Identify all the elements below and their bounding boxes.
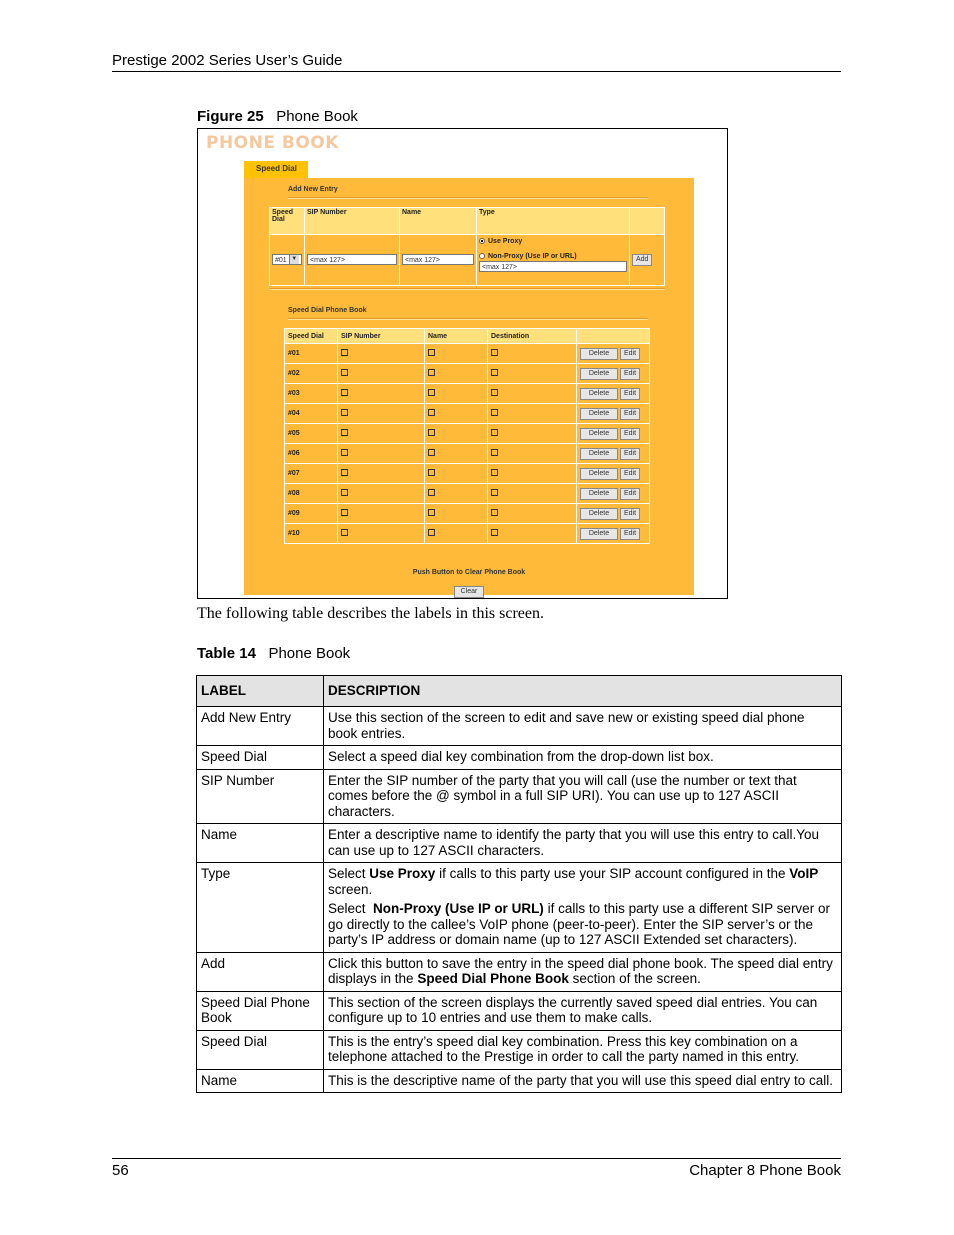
empty-box-icon <box>491 429 498 436</box>
edit-button[interactable]: Edit <box>620 428 640 440</box>
empty-box-icon <box>428 469 435 476</box>
delete-button[interactable]: Delete <box>580 528 618 540</box>
add-header-blank <box>630 208 665 235</box>
table-caption-text: Phone Book <box>268 645 351 662</box>
delete-button[interactable]: Delete <box>580 468 618 480</box>
row-label: Name <box>197 824 324 863</box>
delete-button[interactable]: Delete <box>580 348 618 360</box>
speed-dial-panel <box>244 178 694 595</box>
clear-instruction: Push Button to Clear Phone Book <box>412 569 526 576</box>
clear-button[interactable]: Clear <box>454 586 484 598</box>
row-label: Type <box>197 863 324 953</box>
row-description: Use this section of the screen to edit and save new or existing speed dial phone book entries. <box>324 707 842 746</box>
empty-box-icon <box>341 409 348 416</box>
list-section-rule <box>288 318 648 320</box>
row-description: Select a speed dial key combination from the drop-down list box. <box>324 746 842 770</box>
row-description: Enter the SIP number of the party that you will call (use the number or text that comes before the @ symbol in a full SIP URI). You can use up to 127 ASCII characters. <box>324 769 842 824</box>
table-row <box>197 991 842 1030</box>
row-speed-dial: #01 <box>285 344 338 364</box>
text-run: if calls to this party use a different SIP server or go directly to the callee’s VoIP phone (peer-to-peer). Enter the SIP server’s or the party’s IP address or domain name (up to 127 ASCII Extended set characters). <box>328 901 830 947</box>
type-description-non-proxy <box>328 901 837 948</box>
empty-box-icon <box>341 529 348 536</box>
empty-box-icon <box>341 489 348 496</box>
radio-non-proxy[interactable] <box>479 253 627 260</box>
delete-button[interactable]: Delete <box>580 408 618 420</box>
row-speed-dial: #10 <box>285 524 338 544</box>
list-row <box>285 524 650 544</box>
text-run: screen. <box>328 881 373 897</box>
empty-box-icon <box>341 469 348 476</box>
list-header-speed-dial: Speed Dial <box>285 329 338 344</box>
figure-caption <box>197 108 358 125</box>
type-description-proxy <box>328 866 837 897</box>
list-row <box>285 344 650 364</box>
speed-dial-selected-value: #01 <box>275 256 287 264</box>
empty-box-icon <box>428 429 435 436</box>
row-speed-dial: #05 <box>285 424 338 444</box>
speed-dial-list <box>284 328 650 544</box>
list-row <box>285 364 650 384</box>
empty-box-icon <box>428 389 435 396</box>
table-row <box>197 1069 842 1093</box>
list-row <box>285 444 650 464</box>
phone-book-screenshot <box>197 128 728 599</box>
delete-button[interactable]: Delete <box>580 448 618 460</box>
empty-box-icon <box>341 429 348 436</box>
label-description-table <box>196 675 842 1093</box>
empty-box-icon <box>491 489 498 496</box>
empty-box-icon <box>428 509 435 516</box>
form-bottom-rule <box>269 288 665 290</box>
row-description: This is the descriptive name of the party that you will use this speed dial entry to call. <box>324 1069 842 1093</box>
sip-number-input[interactable]: <max 127> <box>307 254 397 265</box>
list-row <box>285 504 650 524</box>
figure-label: Figure 25 <box>197 108 264 125</box>
add-header-name: Name <box>400 208 477 235</box>
text-run: section of the screen. <box>568 971 701 986</box>
row-speed-dial: #02 <box>285 364 338 384</box>
list-header-destination: Destination <box>488 329 577 344</box>
row-speed-dial: #07 <box>285 464 338 484</box>
empty-box-icon <box>491 469 498 476</box>
radio-selected-icon <box>479 238 485 244</box>
intro-paragraph: The following table describes the labels in this screen. <box>197 605 545 622</box>
text-run-bold: Non-Proxy (Use IP or URL) <box>373 901 544 916</box>
edit-button[interactable]: Edit <box>620 348 640 360</box>
row-speed-dial: #03 <box>285 384 338 404</box>
delete-button[interactable]: Delete <box>580 488 618 500</box>
edit-button[interactable]: Edit <box>620 468 640 480</box>
speed-dial-select[interactable] <box>272 254 302 265</box>
add-section-rule <box>288 197 648 199</box>
header-rule <box>112 71 841 72</box>
add-header-sip-number: SIP Number <box>305 208 400 235</box>
delete-button[interactable]: Delete <box>580 508 618 520</box>
col-header-description: DESCRIPTION <box>324 676 842 707</box>
add-entry-form <box>269 207 665 286</box>
table-row <box>197 824 842 863</box>
screen-title: PHONE BOOK <box>206 133 339 153</box>
row-description: Enter a descriptive name to identify the party that you will use this entry to call.You can use up to 127 ASCII characters. <box>324 824 842 863</box>
radio-unselected-icon <box>479 253 485 259</box>
text-run: if calls to this party use your SIP account configured in the <box>435 866 790 881</box>
row-label: Speed Dial Phone Book <box>197 991 324 1030</box>
table-row <box>197 952 842 991</box>
edit-button[interactable]: Edit <box>620 508 640 520</box>
radio-use-proxy[interactable] <box>479 238 627 245</box>
add-new-entry-heading: Add New Entry <box>288 186 338 193</box>
empty-box-icon <box>341 389 348 396</box>
list-row <box>285 464 650 484</box>
list-row <box>285 404 650 424</box>
empty-box-icon <box>341 449 348 456</box>
chevron-down-icon: ▼ <box>289 255 299 264</box>
list-header-sip-number: SIP Number <box>338 329 425 344</box>
edit-button[interactable]: Edit <box>620 388 640 400</box>
row-label: Name <box>197 1069 324 1093</box>
row-description <box>324 952 842 991</box>
row-description: This section of the screen displays the currently saved speed dial entries. You can configure up to 10 entries and use them to make calls. <box>324 991 842 1030</box>
edit-button[interactable]: Edit <box>620 368 640 380</box>
page-number: 56 <box>112 1162 129 1179</box>
text-run-bold: Use Proxy <box>369 866 436 881</box>
radio-use-proxy-label: Use Proxy <box>488 238 523 245</box>
add-header-speed-dial: Speed Dial <box>270 208 305 235</box>
empty-box-icon <box>491 349 498 356</box>
delete-button[interactable]: Delete <box>580 428 618 440</box>
empty-box-icon <box>341 349 348 356</box>
text-run: Select <box>328 866 370 881</box>
text-run: Select <box>328 901 374 916</box>
table-label: Table 14 <box>197 645 256 662</box>
empty-box-icon <box>428 489 435 496</box>
empty-box-icon <box>428 409 435 416</box>
radio-non-proxy-label: Non-Proxy (Use IP or URL) <box>488 253 577 260</box>
text-run-bold: VoIP <box>789 866 819 881</box>
name-input[interactable]: <max 127> <box>402 254 474 265</box>
table-row <box>197 746 842 770</box>
table-row <box>197 863 842 953</box>
empty-box-icon <box>491 449 498 456</box>
row-label: Speed Dial <box>197 1030 324 1069</box>
row-speed-dial: #06 <box>285 444 338 464</box>
edit-button[interactable]: Edit <box>620 528 640 540</box>
url-input[interactable]: <max 127> <box>479 261 627 272</box>
table-header-row <box>197 676 842 707</box>
empty-box-icon <box>428 449 435 456</box>
row-speed-dial: #04 <box>285 404 338 424</box>
edit-button[interactable]: Edit <box>620 488 640 500</box>
table-row <box>197 707 842 746</box>
row-label: SIP Number <box>197 769 324 824</box>
footer-rule <box>112 1158 841 1159</box>
row-label: Speed Dial <box>197 746 324 770</box>
delete-button[interactable]: Delete <box>580 368 618 380</box>
edit-button[interactable]: Edit <box>620 448 640 460</box>
edit-button[interactable]: Edit <box>620 408 640 420</box>
empty-box-icon <box>341 369 348 376</box>
row-label: Add <box>197 952 324 991</box>
text-run-bold: Speed Dial Phone Book <box>417 971 569 986</box>
table-row <box>197 1030 842 1069</box>
empty-box-icon <box>428 349 435 356</box>
row-description <box>324 863 842 953</box>
empty-box-icon <box>428 369 435 376</box>
add-button[interactable]: Add <box>632 254 652 266</box>
phone-book-list-heading: Speed Dial Phone Book <box>288 307 367 314</box>
row-speed-dial: #08 <box>285 484 338 504</box>
table-caption <box>197 645 350 662</box>
table-row <box>197 769 842 824</box>
empty-box-icon <box>491 389 498 396</box>
chapter-title: Chapter 8 Phone Book <box>689 1162 841 1179</box>
figure-caption-text: Phone Book <box>276 108 358 125</box>
list-header-actions <box>577 329 650 344</box>
empty-box-icon <box>491 529 498 536</box>
list-row <box>285 484 650 504</box>
empty-box-icon <box>491 409 498 416</box>
empty-box-icon <box>341 509 348 516</box>
list-row <box>285 384 650 404</box>
list-header-name: Name <box>425 329 488 344</box>
text-run: Click this button to save the entry in the speed dial phone book. The speed dial entry displays in the <box>328 955 833 986</box>
empty-box-icon <box>428 529 435 536</box>
list-row <box>285 424 650 444</box>
running-header: Prestige 2002 Series User’s Guide <box>112 52 343 69</box>
col-header-label: LABEL <box>197 676 324 707</box>
delete-button[interactable]: Delete <box>580 388 618 400</box>
empty-box-icon <box>491 509 498 516</box>
row-description: This is the entry’s speed dial key combination. Press this key combination on a telephone attached to the Prestige in order to call the party named in this entry. <box>324 1030 842 1069</box>
row-label: Add New Entry <box>197 707 324 746</box>
row-speed-dial: #09 <box>285 504 338 524</box>
empty-box-icon <box>491 369 498 376</box>
tab-speed-dial[interactable]: Speed Dial <box>244 161 308 178</box>
add-header-type: Type <box>477 208 630 235</box>
